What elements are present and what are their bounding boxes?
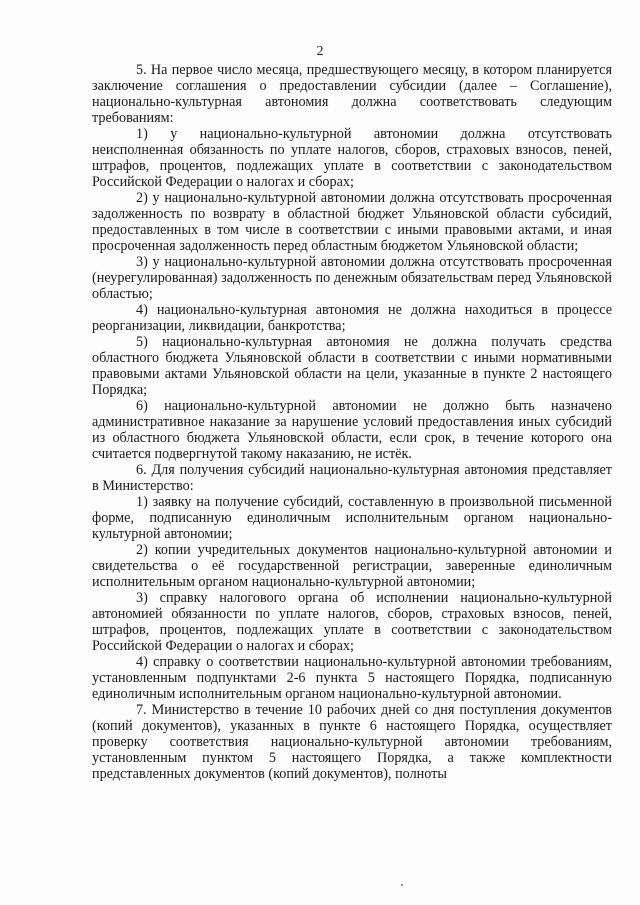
paragraph-6-item-1: 1) заявку на получение субсидий, составленную в произвольной письменной форме, подписанную единоличным исполнительным органом национально-культурной автономии; [92,494,612,542]
page-number: 2 [316,44,324,59]
document-body [92,62,612,782]
paragraph-6-item-3: 3) справку налогового органа об исполнении национально-культурной автономией обязанности по уплате налогов, сборов, страховых взносов, пеней, штрафов, процентов, подлежащих уплате в соответствии с законодательством Российской Федерации о налогах и сборах; [92,590,612,654]
paragraph-7: 7. Министерство в течение 10 рабочих дней со дня поступления документов (копий документов), указанных в пункте 6 настоящего Порядка, осуществляет проверку соответствия национально-культурной автономии требованиям, установленным пунктом 5 настоящего Порядка, а также комплектности представленных документов (копий документов), полноты [92,702,612,782]
paragraph-5-item-6: 6) национально-культурной автономии не должно быть назначено административное наказание за нарушение условий предоставления иных субсидий из областного бюджета Ульяновской области, если срок, в течение которого она считается подвергнутой такому наказанию, не истёк. [92,398,612,462]
paragraph-6-item-2: 2) копии учредительных документов национально-культурной автономии и свидетельства о её государственной регистрации, заверенные единоличным исполнительным органом национально-культурной автономии; [92,542,612,590]
paragraph-5: 5. На первое число месяца, предшествующего месяцу, в котором планируется заключение соглашения о предоставлении субсидии (далее – Соглашение), национально-культурная автономия должна соответствовать следующим требованиям: [92,62,612,126]
paragraph-6-item-4: 4) справку о соответствии национально-культурной автономии требованиям, установленным подпунктами 2-6 пункта 5 настоящего Порядка, подписанную единоличным исполнительным органом национально-культурной автономии. [92,654,612,702]
paragraph-5-item-4: 4) национально-культурная автономия не должна находиться в процессе реорганизации, ликвидации, банкротства; [92,302,612,334]
paragraph-5-item-5: 5) национально-культурная автономия не должна получать средства областного бюджета Ульяновской области в соответствии с иными нормативными правовыми актами Ульяновской области на цели, указанные в пункте 2 настоящего Порядка; [92,334,612,398]
scan-speck [401,884,403,886]
paragraph-5-item-3: 3) у национально-культурной автономии должна отсутствовать просроченная (неурегулированная) задолженность по денежным обязательствам перед Ульяновской областью; [92,254,612,302]
paragraph-5-item-2: 2) у национально-культурной автономии должна отсутствовать просроченная задолженность по возврату в областной бюджет Ульяновской области субсидий, предоставленных в том числе в соответствии с иными правовыми актами, и иная просроченная задолженность перед областным бюджетом Ульяновской области; [92,190,612,254]
paragraph-6: 6. Для получения субсидий национально-культурная автономия представляет в Министерство: [92,462,612,494]
paragraph-5-item-1: 1) у национально-культурной автономии должна отсутствовать неисполненная обязанность по уплате налогов, сборов, страховых взносов, пеней, штрафов, процентов, подлежащих уплате в соответствии с законодательством Российской Федерации о налогах и сборах; [92,126,612,190]
